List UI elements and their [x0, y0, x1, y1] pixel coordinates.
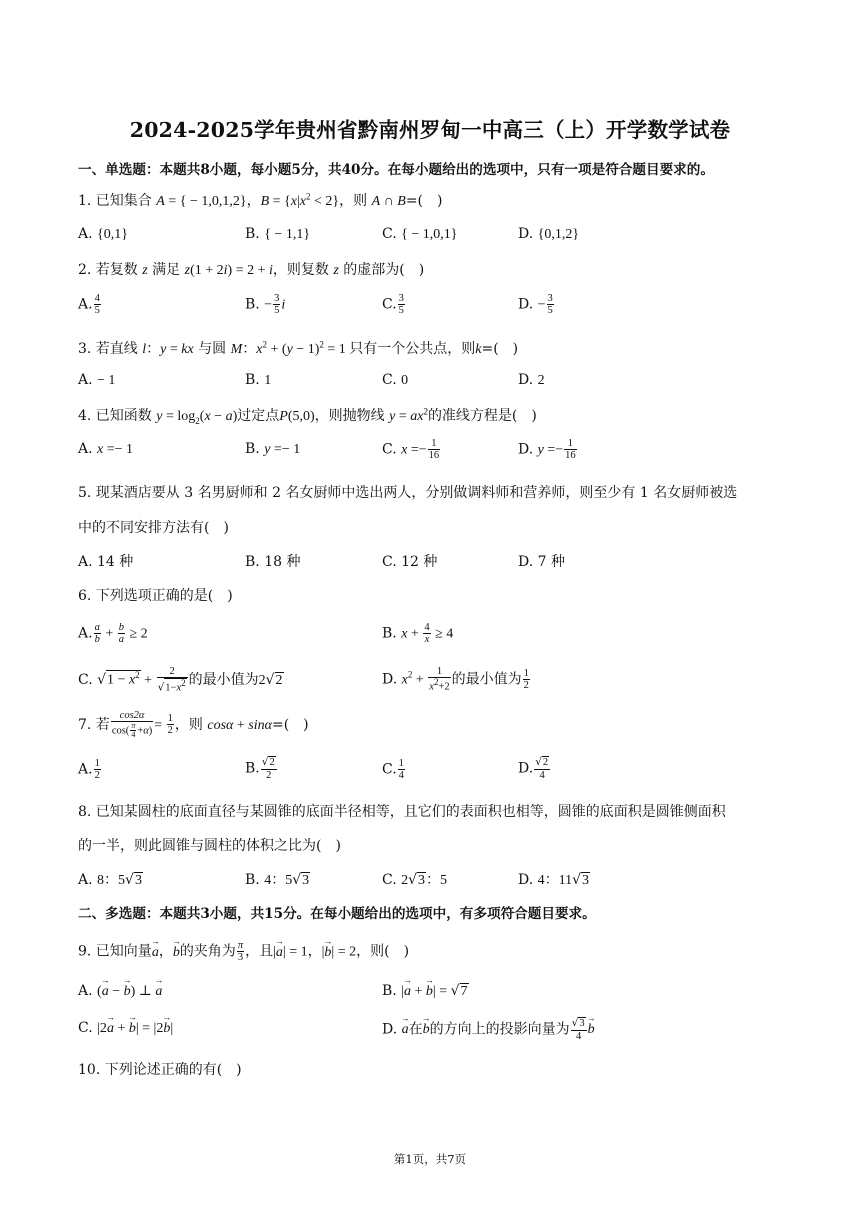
q7-option-c[interactable]: C. $\frac{1}{4}$	[382, 758, 404, 782]
q3-option-d[interactable]: D. 2	[518, 372, 545, 388]
q4-option-b[interactable]: B. y =− 1	[245, 441, 301, 457]
q4-option-d[interactable]: D. y =− $\frac{1}{16}$	[518, 438, 576, 462]
q1-option-d[interactable]: D. {0,1,2}	[518, 226, 580, 242]
q5-option-a[interactable]: A. 14 种	[78, 554, 134, 570]
question-6: 6. 下列选项正确的是( )	[78, 588, 233, 604]
q3-option-b[interactable]: B. 1	[245, 372, 272, 388]
q4-option-a[interactable]: A. x =− 1	[78, 441, 134, 457]
q2-option-d[interactable]: D. − $\frac{3}{5}$	[518, 293, 553, 317]
q1-option-b[interactable]: B. { − 1,1}	[245, 226, 311, 242]
question-9: 9. 已知向量→ a，→ b的夹角为 $\frac{\pi}{3}$ ，且|→ a| = 1，|→ b| = 2，则( )	[78, 940, 409, 963]
question-8-line-2: 的一半，则此圆锥与圆柱的体积之比为( )	[78, 838, 341, 854]
q7-option-b[interactable]: B. $\frac{√2}{2}$	[245, 756, 275, 781]
question-7: 7. 若 cos2α cos( $\frac{\pi}{4}$ +α) = $\frac{1}{2}$ ，则 cosα + sinα=( )	[78, 710, 309, 740]
page-title: 2024-2025学年贵州省黔南州罗甸一中高三（上）开学数学试卷	[129, 118, 731, 142]
q1-option-c[interactable]: C. { − 1,0,1}	[382, 226, 458, 242]
q5-option-c[interactable]: C. 12 种	[382, 554, 438, 570]
q2-option-a[interactable]: A. $\frac{4}{5}$	[78, 293, 100, 317]
section-single-choice: 一、单选题：本题共8小题，每小题5分，共40分。在每小题给出的选项中，只有一项是符合题目要求的。	[78, 162, 714, 178]
q5-option-b[interactable]: B. 18 种	[245, 554, 301, 570]
q6-option-d[interactable]: D. $x^2$ + $\frac{1}{x^2+2}$ 的最小值为 $\frac{1}{2}$	[382, 666, 529, 693]
q8-option-c[interactable]: C. 2√3：5	[382, 872, 448, 888]
q6-option-a[interactable]: A. $\frac{a}{b}$ + $\frac{b}{a}$ ≥ 2	[78, 622, 148, 646]
question-5-line-2: 中的不同安排方法有( )	[78, 520, 229, 536]
q6-option-c[interactable]: C. $√1 - x^2$ + $\frac{2}{√1-x^2}$ 的最小值为2√2	[78, 666, 283, 694]
section-multiple-choice: 二、多选题：本题共3小题，共15分。在每小题给出的选项中，有多项符合题目要求。	[78, 906, 596, 922]
page-footer: 第1页，共7页	[393, 1152, 467, 1166]
question-4: 4. 已知函数 $y = \log_2(x - a)$过定点P(5,0)，则抛物线 $y = ax^2$的准线方程是( )	[78, 406, 537, 426]
q9-option-b[interactable]: B. |→ a + → b| = √7	[382, 983, 469, 1000]
question-3: 3. 若直线 l：y = kx 与圆 M：$x^2 + (y - 1)^2 = 1$ 只有一个公共点，则k=( )	[78, 339, 519, 357]
q8-option-b[interactable]: B. 4：5√3	[245, 872, 310, 888]
q8-option-d[interactable]: D. 4：11√3	[518, 872, 590, 888]
question-8-line-1: 8. 已知某圆柱的底面直径与某圆锥的底面半径相等，且它们的表面积也相等，圆锥的底面积是圆锥侧面积	[78, 804, 726, 820]
q6-option-b[interactable]: B. x + $\frac{4}{x}$ ≥ 4	[382, 622, 454, 646]
q4-option-c[interactable]: C. x =− $\frac{1}{16}$	[382, 438, 440, 462]
q7-option-a[interactable]: A. $\frac{1}{2}$	[78, 758, 100, 782]
question-5-line-1: 5. 现某酒店要从 3 名男厨师和 2 名女厨师中选出两人，分别做调料师和营养师，则至少有 1 名女厨师被选	[78, 485, 738, 501]
q2-option-c[interactable]: C. $\frac{3}{5}$	[382, 293, 404, 317]
q1-option-a[interactable]: A. {0,1}	[78, 226, 128, 242]
q2-option-b[interactable]: B. − $\frac{3}{5}$ i	[245, 293, 286, 317]
question-10: 10. 下列论述正确的有( )	[78, 1062, 242, 1078]
q8-option-a[interactable]: A. 8：5√3	[78, 872, 142, 888]
q3-option-a[interactable]: A. − 1	[78, 372, 116, 388]
q9-option-c[interactable]: C. |2→ a + → b| = |2→ b|	[78, 1020, 173, 1037]
question-1: 1. 已知集合 A = { − 1,0,1,2}，$B = \{x|x^2 < 2\}$，则 A ∩ B=( )	[78, 191, 443, 209]
q9-option-a[interactable]: A. (→ a − → b) ⊥ → a	[78, 983, 162, 1000]
q7-option-d[interactable]: D. $\frac{√2}{4}$	[518, 756, 549, 781]
q9-option-d[interactable]: D. → a在→ b的方向上的投影向量为 $\frac{√3}{4}$ → b	[382, 1017, 595, 1042]
question-2: 2. 若复数 z 满足 z(1 + 2i) = 2 + i，则复数 z 的虚部为( )	[78, 262, 425, 278]
q3-option-c[interactable]: C. 0	[382, 372, 409, 388]
q5-option-d[interactable]: D. 7 种	[518, 554, 565, 570]
